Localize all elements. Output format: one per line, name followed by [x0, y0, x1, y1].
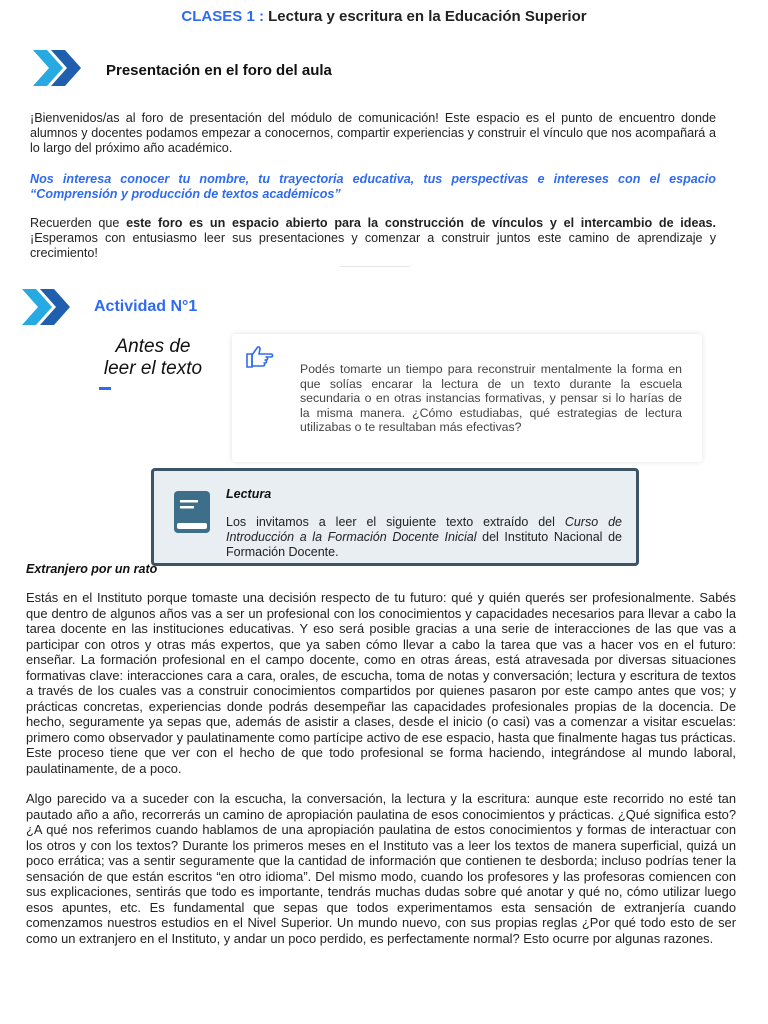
double-chevron-icon: [22, 287, 74, 327]
reflection-card: [232, 334, 702, 462]
lectura-text-outro: del Instituto Nacional de Formación Docente.: [226, 530, 622, 559]
p3-bold: este foro es un espacio abierto para la construcción de vínculos y el intercambio de ideas.: [126, 216, 716, 230]
lectura-box: [151, 468, 639, 566]
lectura-course-name: Curso de Introducción a la Formación Docente Inicial: [226, 515, 622, 544]
extranjero-paragraph-2: Algo parecido va a suceder con la escucha, la conversación, la lectura y la escritura: aunque este recorrido no esté tan pautado año a año, recorrerás un camino de apropiación paulatina de esos conocimientos y prácticas. ¿Qué significa esto? ¿A qué nos referimos cuando hablamos de una apropiación paulatina de estos conocimientos y formas de interactuar con los otros y con los textos? Durante los primeros meses en el Instituto vas a leer los textos de manera superficial, quizá un poco errática; vas a sentir seguramente que la cantidad de información que contienen te desborda; incluso podrías tener la sensación de que están escritos “en otro idioma”. Del mismo modo, cuando los profesores y las profesoras comiencen con sus explicaciones, sentirás que todo es importante, tendrás muchas dudas sobre qué anotar y qué no, cómo utilizar luego esos apuntes, etc. Es fundamental que sepas que todos experimentamos esta sensación de extranjería cuando comenzamos nuestros estudios en el Nivel Superior. Un mundo nuevo, con sus propias reglas ¿Por qué todo esto de ser como un extranjero en el Instituto, y andar un poco perdido, es perfectamente normal? Esto ocurre por algunas razones.: [26, 791, 736, 946]
extranjero-body: [26, 590, 736, 961]
hand-pointing-icon: [244, 344, 276, 370]
p3-intro: Recuerden que: [30, 216, 127, 230]
presentacion-paragraph-3: [30, 216, 716, 261]
page-title: [0, 8, 768, 25]
antes-line-1: Antes de: [115, 336, 191, 357]
actividad-title: Actividad N°1: [94, 298, 198, 315]
clase-label: CLASES: [181, 8, 243, 25]
lectura-text-intro: Los invitamos a leer el siguiente texto extraído del: [226, 515, 565, 529]
book-icon: [173, 490, 211, 539]
presentacion-paragraph-1: ¡Bienvenidos/as al foro de presentación del módulo de comunicación! Este espacio es el punto de encuentro donde alumnos y docentes podamos empezar a conocernos, compartir experiencias y construir el vínculo que nos acompañará a lo largo del próximo año académico.: [30, 111, 716, 155]
p3-outro: ¡Esperamos con entusiasmo leer sus presentaciones y comenzar a construir juntos este camino de aprendizaje y crecimiento!: [30, 231, 716, 260]
clase-number: 1: [246, 8, 255, 25]
extranjero-title: Extranjero por un rato: [26, 562, 158, 576]
title-separator: :: [258, 8, 264, 25]
antes-heading: [90, 336, 216, 380]
presentacion-heading: Presentación en el foro del aula: [106, 62, 332, 79]
presentacion-paragraph-2: Nos interesa conocer tu nombre, tu trayectoria educativa, tus perspectivas e intereses con el espacio “Comprensión y producción de textos académicos”: [30, 172, 716, 201]
extranjero-paragraph-1: Estás en el Instituto porque tomaste una decisión respecto de tu futuro: qué y quién querés ser profesionalmente. Sabés que dentro de algunos años vas a ser un profesional con los conocimientos y capacidades necesarios para llevar a cabo la tarea docente en las instituciones educativas. Y eso será posible gracias a una serie de interacciones de las que vas a participar con otros y otras más expertos, que ya saben cómo llevar a cabo la tarea que vas a hacer vos en el futuro: enseñar. La formación profesional en el campo docente, como en otras áreas, está atravesada por diversas situaciones formativas clave: interacciones cara a cara, orales, de escucha, toma de notas y conversación; lectura y escritura de textos a través de los cuales vas a construir conocimientos compartidos por quienes pasaron por este campo antes que vos; y prácticas concretas, experiencias donde podrás desempeñar las capacidades profesionales propias de la docencia. De hecho, seguramente ya sepas que, además de asistir a clases, desde el inicio (o casi) vas a comenzar a visitar escuelas: primero como observador y paulatinamente como partícipe activo de ese espacio, hasta que finalmente hagas tus prácticas. Este proceso tiene que ver con el hecho de que todo profesional se forma haciendo, integrándose al mundo laboral, paulatinamente, de a poco.: [26, 590, 736, 776]
reflection-text: Podés tomarte un tiempo para reconstruir mentalmente la forma en que solías encarar la lectura de un texto durante la escuela secundaria o en otras instancias formativas, y pensar si lo harías de la misma manera. ¿Cómo estudiabas, qué estrategias de lectura utilizabas o te resultaban más efectivas?: [300, 362, 682, 434]
antes-line-2: leer el texto: [103, 358, 203, 379]
antes-underline: [99, 387, 111, 390]
lectura-text: [226, 515, 622, 560]
course-title: Lectura y escritura en la Educación Superior: [268, 8, 587, 25]
divider: [340, 266, 410, 267]
double-chevron-icon: [33, 48, 85, 88]
lectura-title: Lectura: [226, 487, 272, 501]
